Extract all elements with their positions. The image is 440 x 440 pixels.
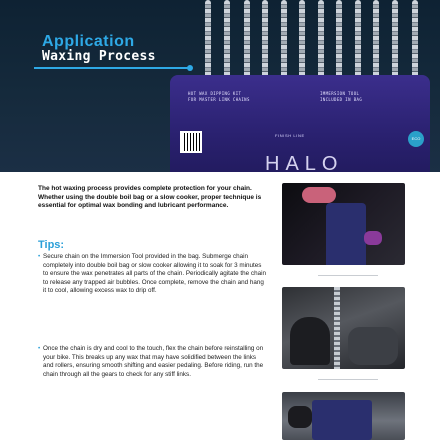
divider [318,275,378,276]
photo-immersion-tool [282,183,405,265]
hand-shape [288,406,312,428]
bag-product-name: HALO [265,153,344,172]
product-bag-image [170,75,430,172]
bullet-icon: • [38,253,41,260]
divider [318,379,378,380]
hand-shape [302,187,336,203]
hero-title-line2: Waxing Process [42,49,156,64]
tip-text: Once the chain is dry and cool to the touch, flex the chain before reinstalling on your bike. This breaks up any wax that may have solidified between the links and rollers, ensuring smooth shifting and easier pedaling. Before riding, run the chain through all the gears to check for any stiff links. [43,345,264,378]
bag-shape [326,203,366,265]
photo-slow-cooker [282,287,405,369]
hero-title-line1: Application [42,33,135,50]
bag-brand-text: FINISH LINE [275,133,305,138]
chain-shape [334,287,340,369]
hero-banner [0,0,440,172]
intro-paragraph: The hot waxing process provides complete protection for your chain. Whether using the double boil bag or a slow cooker, proper technique is essential for optimal wax bonding and lubricant performance. [38,185,262,210]
photo-product-bag [282,392,405,440]
bullet-icon: • [38,345,41,352]
glove-shape [364,231,382,245]
bag-shape [312,400,372,440]
tip-item [38,345,268,379]
tip-text: Secure chain on the Immersion Tool provided in the bag. Submerge chain completely into double boil bag or slow cooker allowing it to soak for 3 minutes to ensure the wax penetrates all parts of the chain. Periodically agitate the chain to release any trapped air bubbles. Once complete, remove the chain and hang it to cool, allowing excess wax to drip off. [43,253,266,295]
tip-item [38,253,268,296]
tips-heading: Tips: [38,239,65,251]
cooker-shape [348,327,398,365]
bag-left-text: HOT WAX DIPPING KIT FOR MASTER LINK CHAINS [188,91,250,102]
pot-shape [290,317,330,365]
title-underline [34,67,189,69]
qr-code-icon [180,131,202,153]
eco-badge-icon: ECO [408,131,424,147]
bag-right-text: IMMERSION TOOL INCLUDED IN BAG [320,91,363,102]
